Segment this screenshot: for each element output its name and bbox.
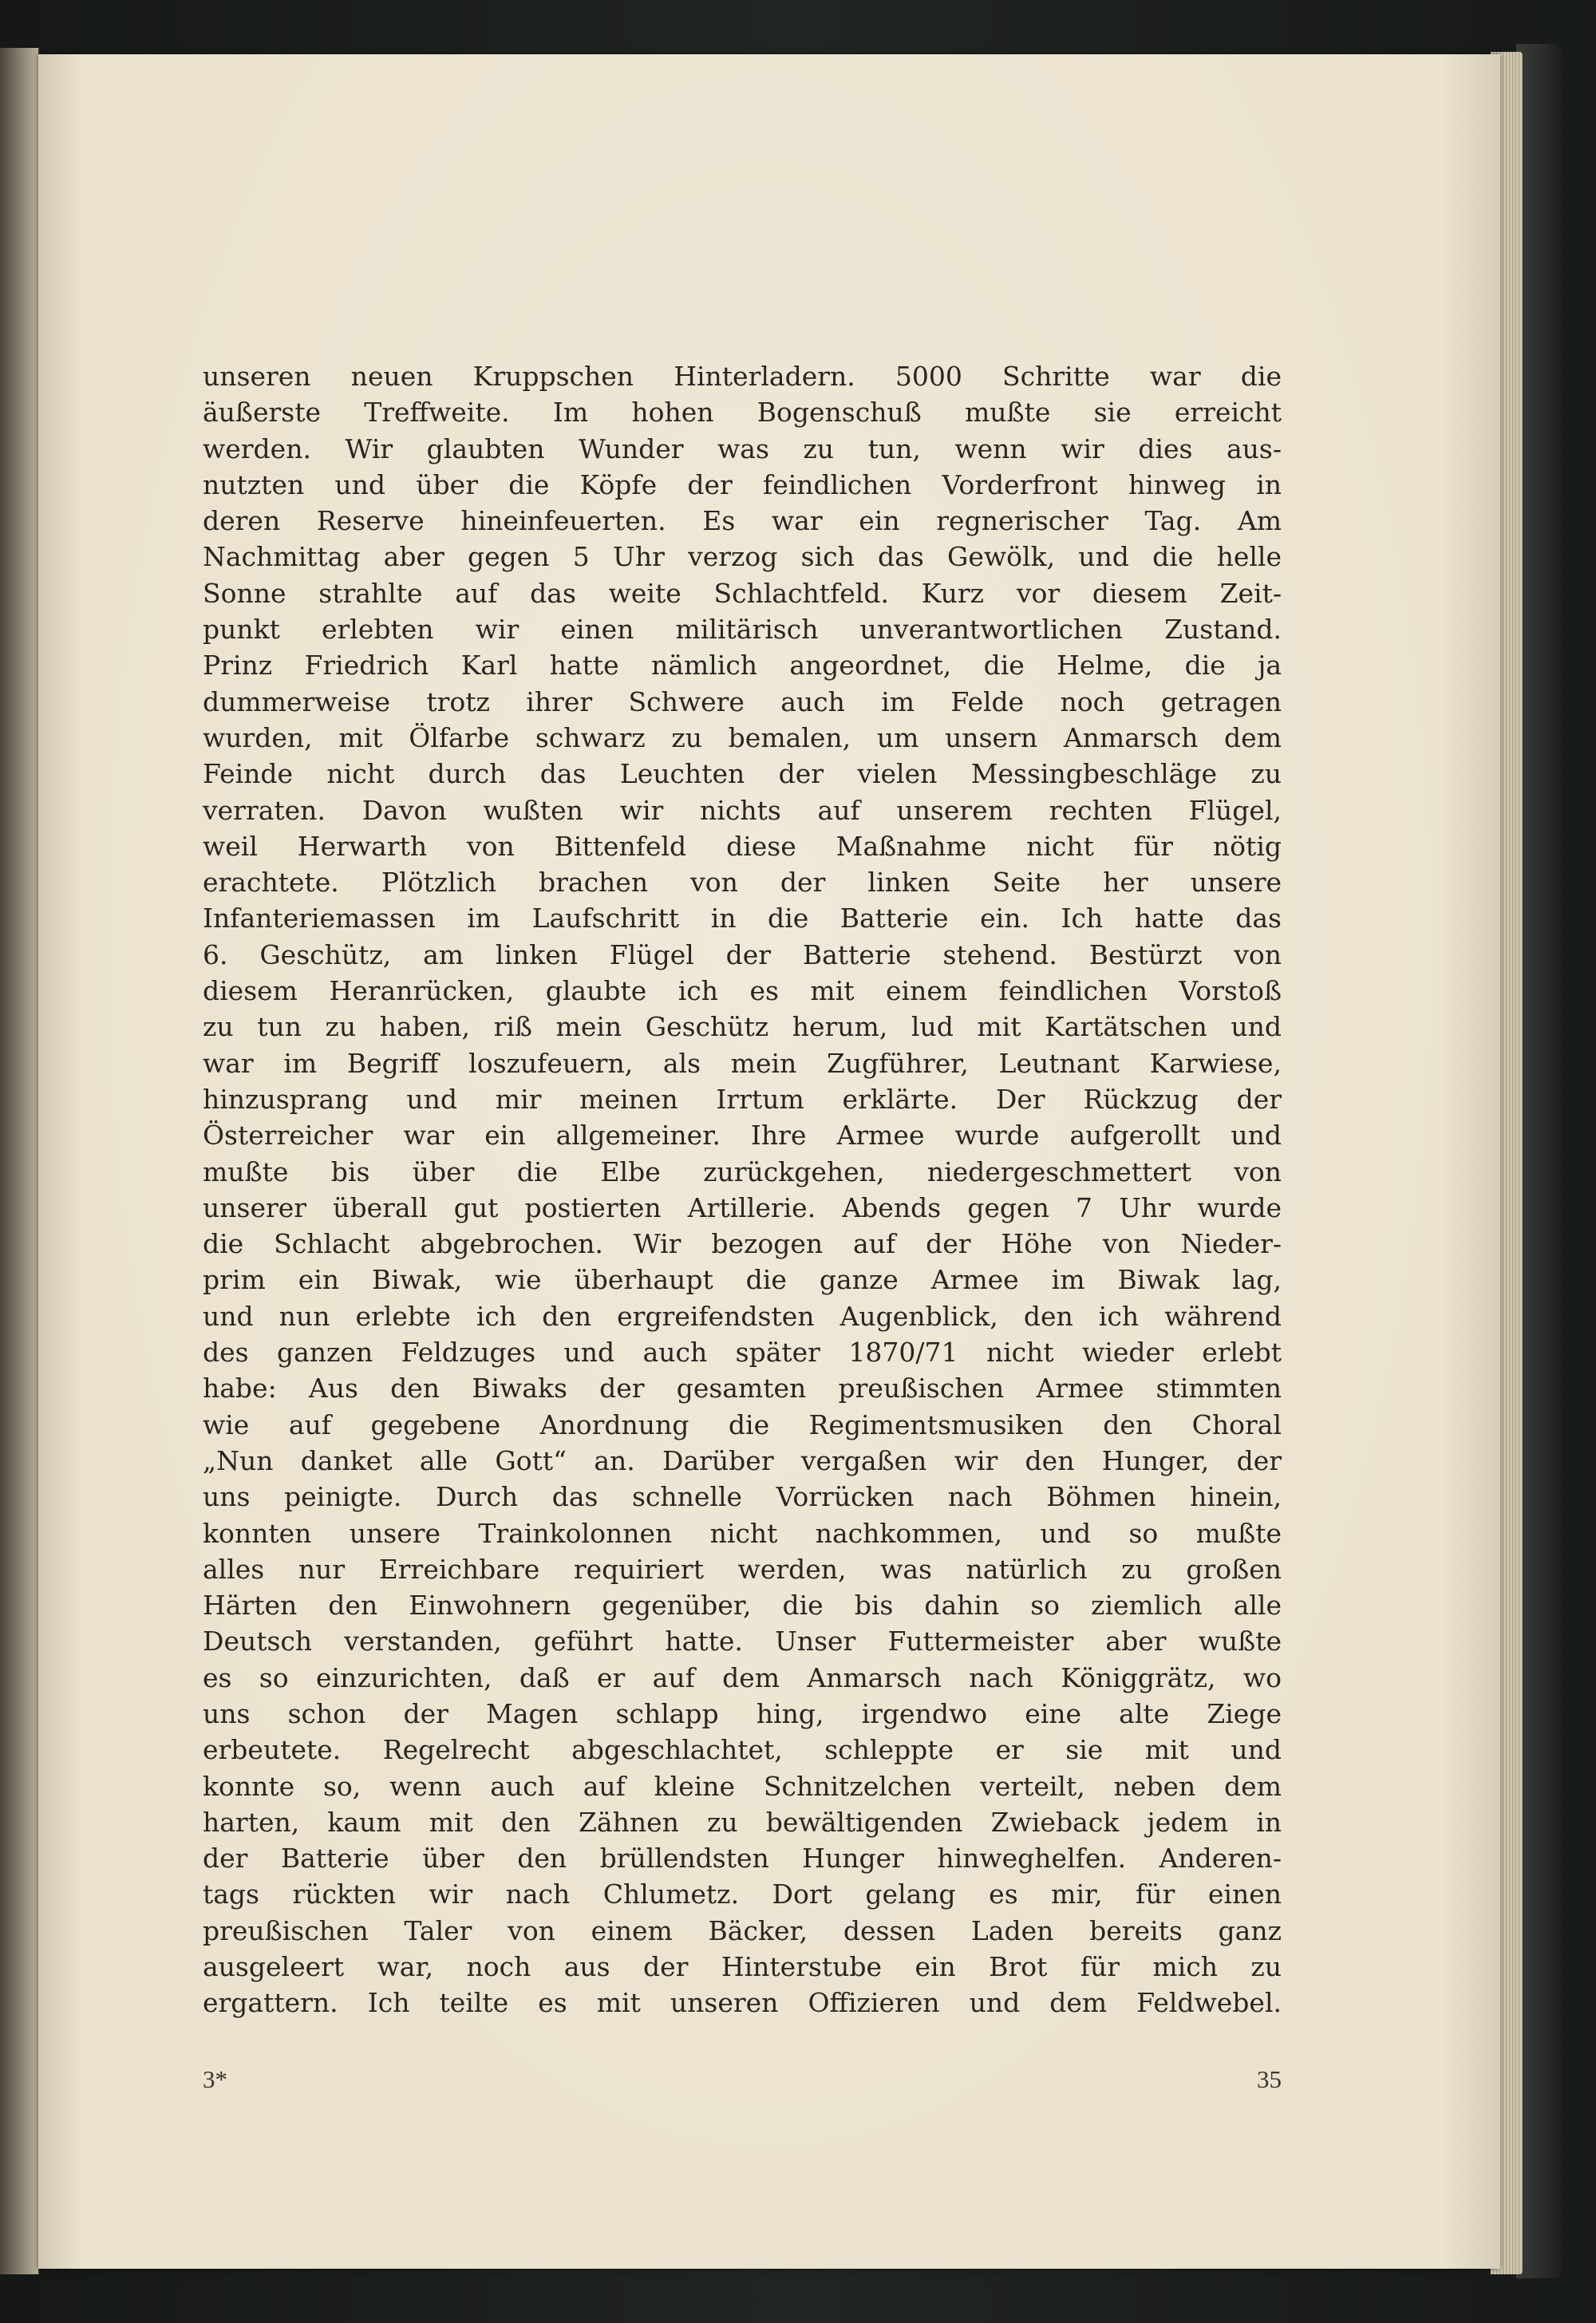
text-line: mußte bis über die Elbe zurückgehen, niedergeschmettert von	[203, 1156, 1282, 1187]
text-line: uns schon der Magen schlapp hing, irgendwo eine alte Ziege	[203, 1697, 1282, 1729]
left-page-edge	[0, 48, 40, 2274]
text-line: konnten unsere Trainkolonnen nicht nachkommen, und so mußte	[203, 1517, 1282, 1549]
text-line: tags rückten wir nach Chlumetz. Dort gelang es mir, für einen	[203, 1879, 1282, 1910]
text-line: 6. Geschütz, am linken Flügel der Batterie stehend. Bestürzt von	[203, 938, 1282, 970]
text-line: Deutsch verstanden, geführt hatte. Unser Futtermeister aber wußte	[203, 1626, 1282, 1657]
text-line: Österreicher war ein allgemeiner. Ihre Armee wurde aufgerollt und	[203, 1120, 1282, 1152]
text-line: erbeutete. Regelrecht abgeschlachtet, schleppte er sie mit und	[203, 1734, 1282, 1766]
text-line: hinzusprang und mir meinen Irrtum erklärte. Der Rückzug der	[203, 1083, 1282, 1115]
book-page	[38, 54, 1500, 2269]
text-line: Härten den Einwohnern gegenüber, die bis dahin so ziemlich alle	[203, 1590, 1282, 1622]
signature-mark: 3*	[203, 2065, 227, 2093]
text-line: die Schlacht abgebrochen. Wir bezogen auf der Höhe von Nieder-	[203, 1228, 1282, 1260]
text-line: dummerweise trotz ihrer Schwere auch im Felde noch getragen	[203, 685, 1282, 717]
text-line: preußischen Taler von einem Bäcker, dessen Laden bereits ganz	[203, 1914, 1282, 1946]
book-cover-edge	[1516, 44, 1562, 2278]
text-line: unseren neuen Kruppschen Hinterladern. 5000 Schritte war die	[203, 361, 1282, 392]
text-line: werden. Wir glaubten Wunder was zu tun, wenn wir dies aus-	[203, 433, 1282, 464]
text-line: war im Begriff loszufeuern, als mein Zugführer, Leutnant Karwiese,	[203, 1047, 1282, 1079]
text-line: wie auf gegebene Anordnung die Regimentsmusiken den Choral	[203, 1408, 1282, 1440]
text-line: der Batterie über den brüllendsten Hunger hinweghelfen. Anderen-	[203, 1843, 1282, 1875]
text-line: Nachmittag aber gegen 5 Uhr verzog sich das Gewölk, und die helle	[203, 541, 1282, 573]
text-line: konnte so, wenn auch auf kleine Schnitzelchen verteilt, neben dem	[203, 1770, 1282, 1802]
text-line: punkt erlebten wir einen militärisch unverantwortlichen Zustand.	[203, 614, 1282, 646]
text-line: erachtete. Plötzlich brachen von der linken Seite her unsere	[203, 867, 1282, 899]
body-text	[203, 358, 1282, 2021]
text-line: wurden, mit Ölfarbe schwarz zu bemalen, um unsern Anmarsch dem	[203, 721, 1282, 753]
text-line: Prinz Friedrich Karl hatte nämlich angeordnet, die Helme, die ja	[203, 650, 1282, 681]
text-line: äußerste Treffweite. Im hohen Bogenschuß mußte sie erreicht	[203, 397, 1282, 429]
page-footer	[203, 2065, 1282, 2097]
text-line: und nun erlebte ich den ergreifendsten Augenblick, den ich während	[203, 1300, 1282, 1332]
text-line: verraten. Davon wußten wir nichts auf unserem rechten Flügel,	[203, 794, 1282, 826]
text-line: Feinde nicht durch das Leuchten der vielen Messingbeschläge zu	[203, 758, 1282, 790]
text-line: diesem Heranrücken, glaubte ich es mit einem feindlichen Vorstoß	[203, 975, 1282, 1007]
text-line: uns peinigte. Durch das schnelle Vorrücken nach Böhmen hinein,	[203, 1481, 1282, 1513]
text-line: des ganzen Feldzuges und auch später 1870/71 nicht wieder erlebt	[203, 1337, 1282, 1369]
text-line: habe: Aus den Biwaks der gesamten preußischen Armee stimmten	[203, 1373, 1282, 1404]
text-line: unserer überall gut postierten Artillerie. Abends gegen 7 Uhr wurde	[203, 1191, 1282, 1223]
text-line: zu tun zu haben, riß mein Geschütz herum, lud mit Kartätschen und	[203, 1011, 1282, 1043]
text-line: deren Reserve hineinfeuerten. Es war ein regnerischer Tag. Am	[203, 505, 1282, 537]
text-line: „Nun danket alle Gott“ an. Darüber vergaßen wir den Hunger, der	[203, 1444, 1282, 1476]
text-line: alles nur Erreichbare requiriert werden, was natürlich zu großen	[203, 1553, 1282, 1585]
text-line: Sonne strahlte auf das weite Schlachtfeld. Kurz vor diesem Zeit-	[203, 577, 1282, 609]
text-line: nutzten und über die Köpfe der feindlichen Vorderfront hinweg in	[203, 468, 1282, 500]
text-line: es so einzurichten, daß er auf dem Anmarsch nach Königgrätz, wo	[203, 1661, 1282, 1693]
text-line: weil Herwarth von Bittenfeld diese Maßnahme nicht für nötig	[203, 830, 1282, 862]
text-line: ergattern. Ich teilte es mit unseren Offizieren und dem Feldwebel.	[203, 1987, 1282, 2019]
page-number: 35	[1257, 2065, 1282, 2093]
text-line: harten, kaum mit den Zähnen zu bewältigenden Zwieback jedem in	[203, 1806, 1282, 1838]
text-line: Infanteriemassen im Laufschritt in die Batterie ein. Ich hatte das	[203, 903, 1282, 934]
text-line: ausgeleert war, noch aus der Hinterstube ein Brot für mich zu	[203, 1951, 1282, 1983]
text-line: prim ein Biwak, wie überhaupt die ganze Armee im Biwak lag,	[203, 1264, 1282, 1296]
